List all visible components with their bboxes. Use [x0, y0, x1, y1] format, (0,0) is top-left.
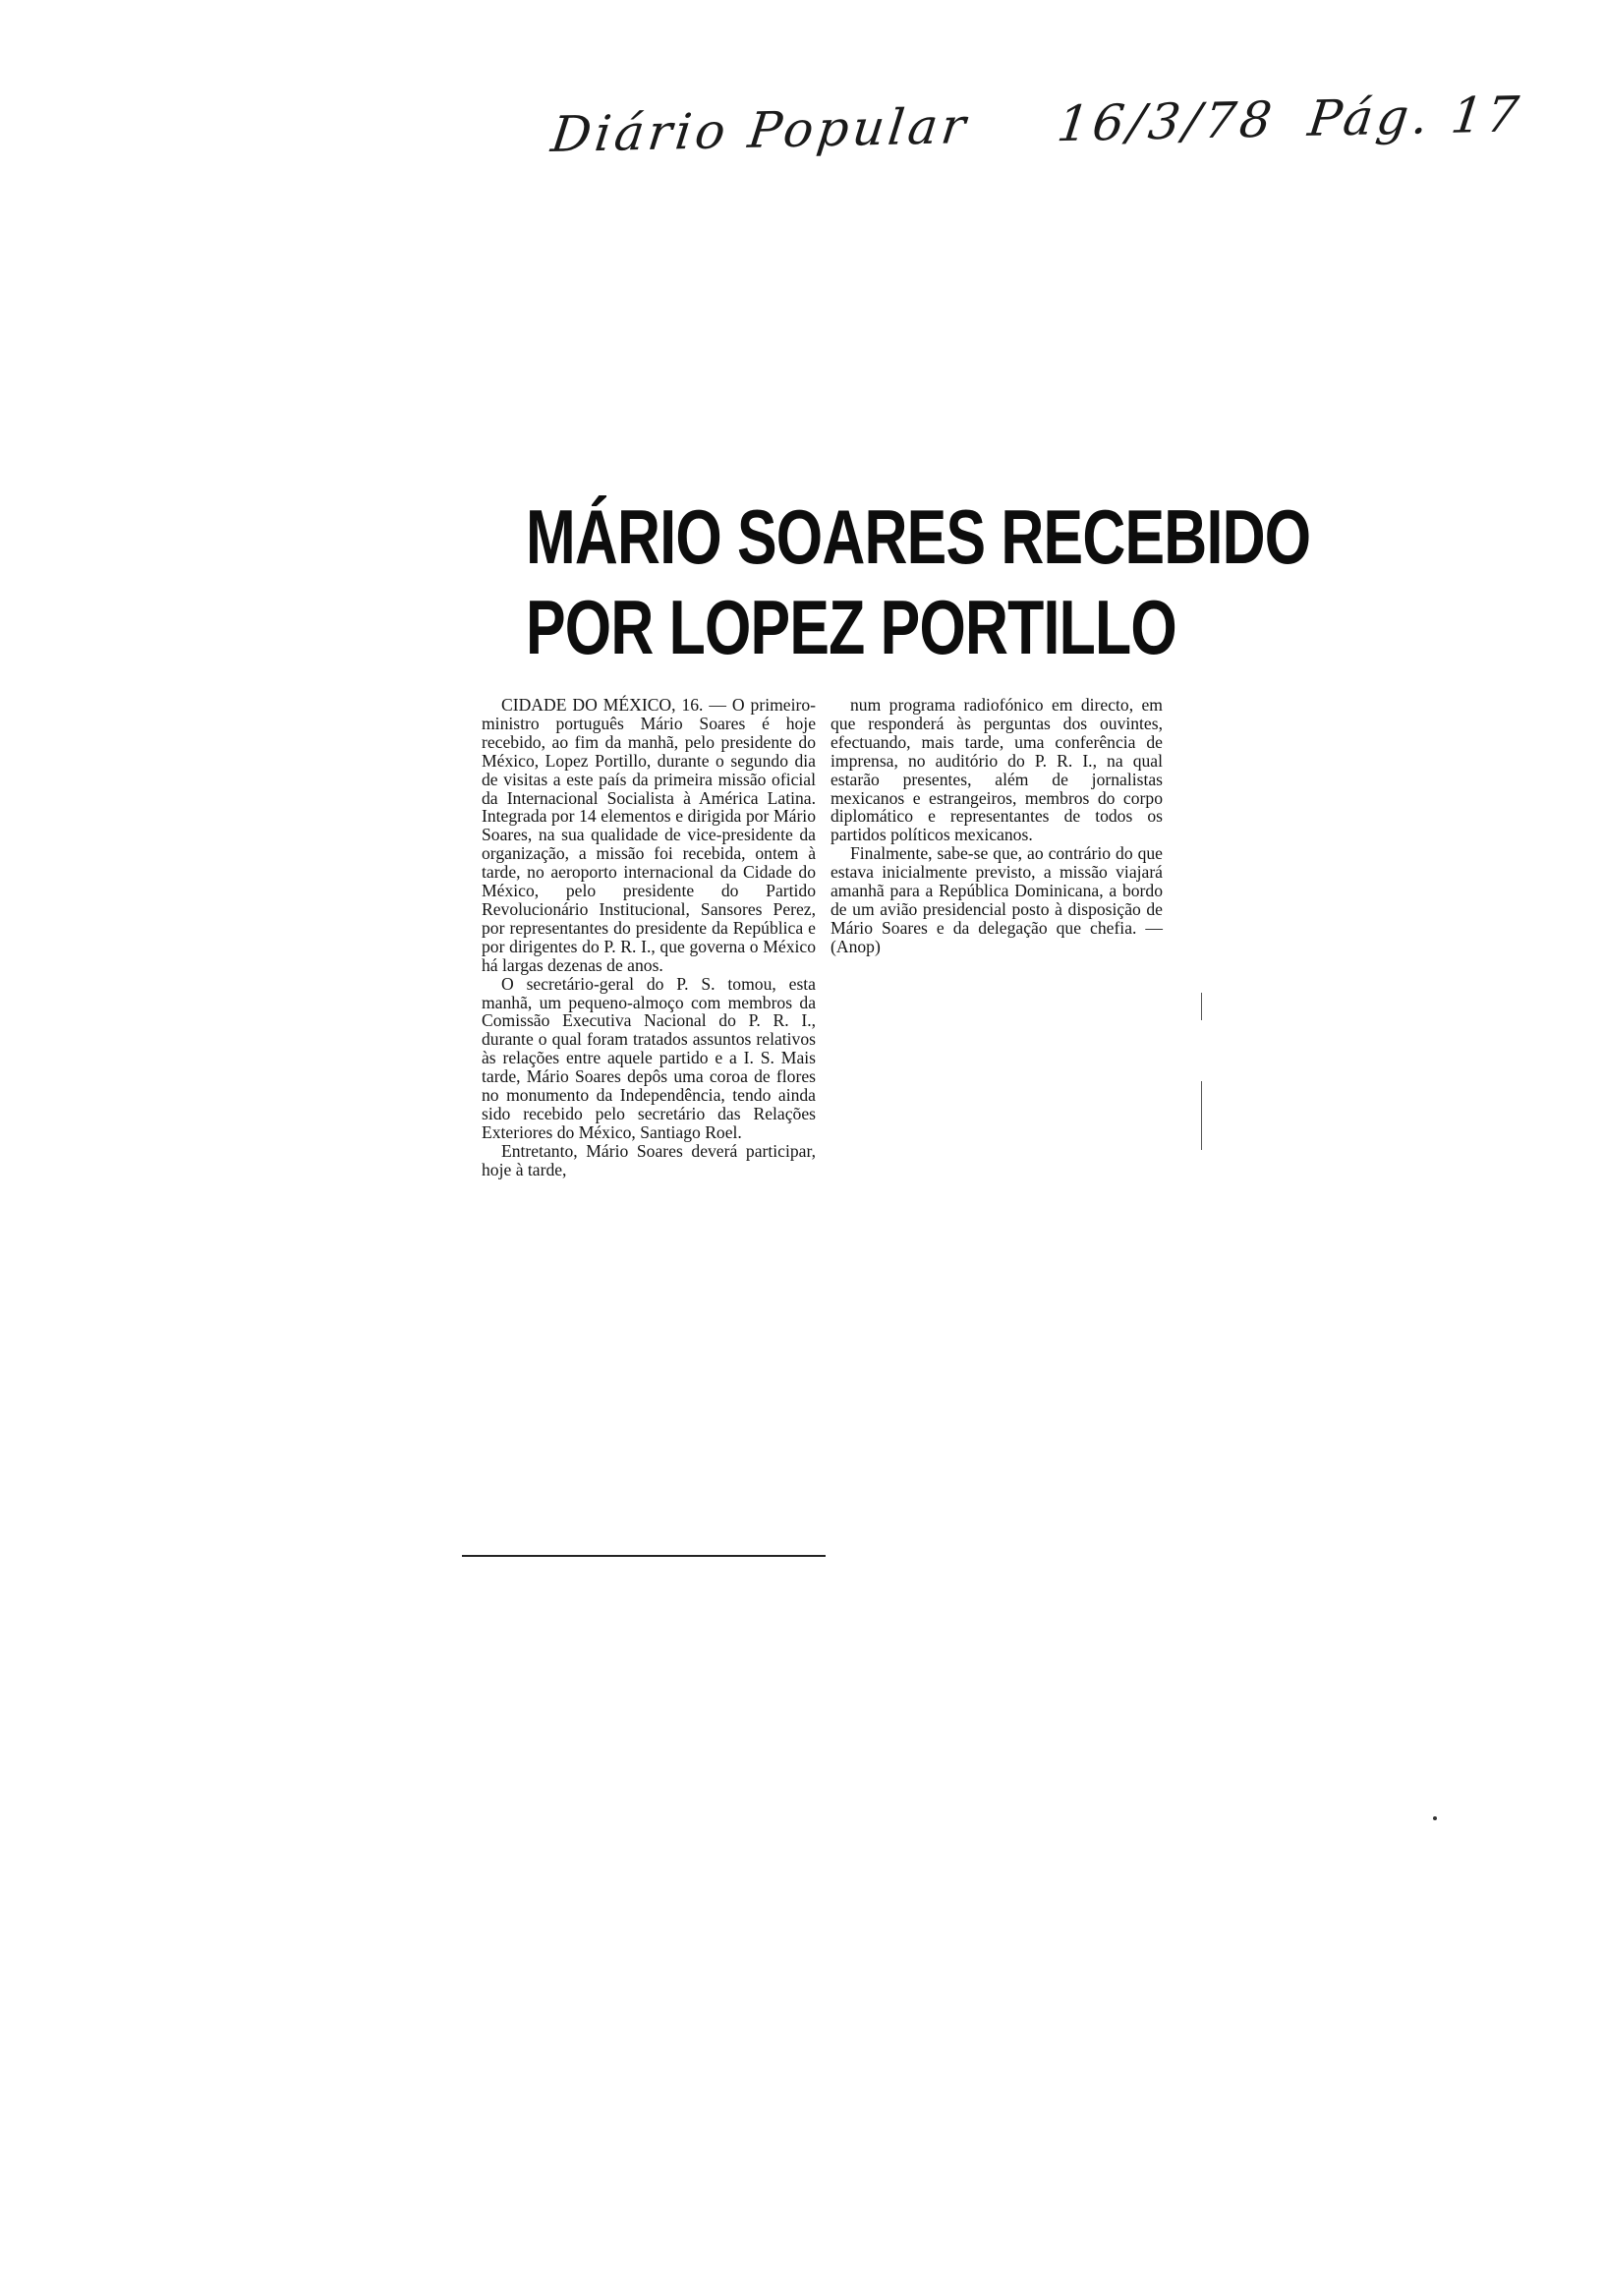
clipping-bottom-rule	[462, 1555, 826, 1557]
scan-speck	[1433, 1816, 1437, 1820]
article-headline	[526, 491, 1311, 672]
article-paragraph: num programa radiofónico em directo, em que responderá às perguntas dos ouvintes, efectuando, mais tarde, uma conferência de imprensa, no auditório do P. R. I., na qual estarão presentes, além de jornalistas mexicanos e estrangeiros, membros do corpo diplomático e representantes de todos os partidos políticos mexicanos.	[831, 695, 1163, 845]
article-column-left	[482, 696, 816, 1179]
margin-mark	[1201, 993, 1202, 1020]
annotation-date: 16/3/78	[1054, 90, 1279, 153]
article-paragraph: O secretário-geral do P. S. tomou, esta manhã, um pequeno-almoço com membros da Comissão Executiva Nacional do P. R. I., durante o qual foram tratados assuntos relativos às relações entre aquele partido e a I. S. Mais tarde, Mário Soares depôs uma coroa de flores no monumento da Independência, tendo ainda sido recebido pelo secretário das Relações Exteriores do México, Santiago Roel.	[482, 973, 816, 1142]
headline-line-1: MÁRIO SOARES RECEBIDO	[526, 493, 1311, 580]
annotation-source: Diário Popular	[547, 97, 973, 163]
headline-line-2: POR LOPEZ PORTILLO	[526, 584, 1176, 670]
article-column-right	[831, 696, 1163, 956]
margin-mark	[1201, 1081, 1202, 1150]
handwritten-annotation	[545, 86, 1526, 185]
annotation-page: Pág. 17	[1304, 86, 1526, 147]
article-paragraph: CIDADE DO MÉXICO, 16. — O primeiro-ministro português Mário Soares é hoje recebido, ao fim da manhã, pelo presidente do México, Lopez Portillo, durante o segundo dia de visitas a este país da primeira missão oficial da Internacional Socialista à América Latina. Integrada por 14 elementos e dirigida por Mário Soares, na sua qualidade de vice-presidente da organização, a missão foi recebida, ontem à tarde, no aeroporto internacional da Cidade do México, pelo presidente do Partido Revolucionário Institucional, Sansores Perez, por representantes do presidente da República e por dirigentes do P. R. I., que governa o México há largas dezenas de anos.	[482, 695, 816, 975]
article-paragraph: Entretanto, Mário Soares deverá participar, hoje à tarde,	[482, 1140, 816, 1179]
article-paragraph: Finalmente, sabe-se que, ao contrário do que estava inicialmente previsto, a missão viajará amanhã para a República Dominicana, a bordo de um avião presidencial posto à disposição de Mário Soares e da delegação que chefia. — (Anop)	[831, 843, 1163, 956]
